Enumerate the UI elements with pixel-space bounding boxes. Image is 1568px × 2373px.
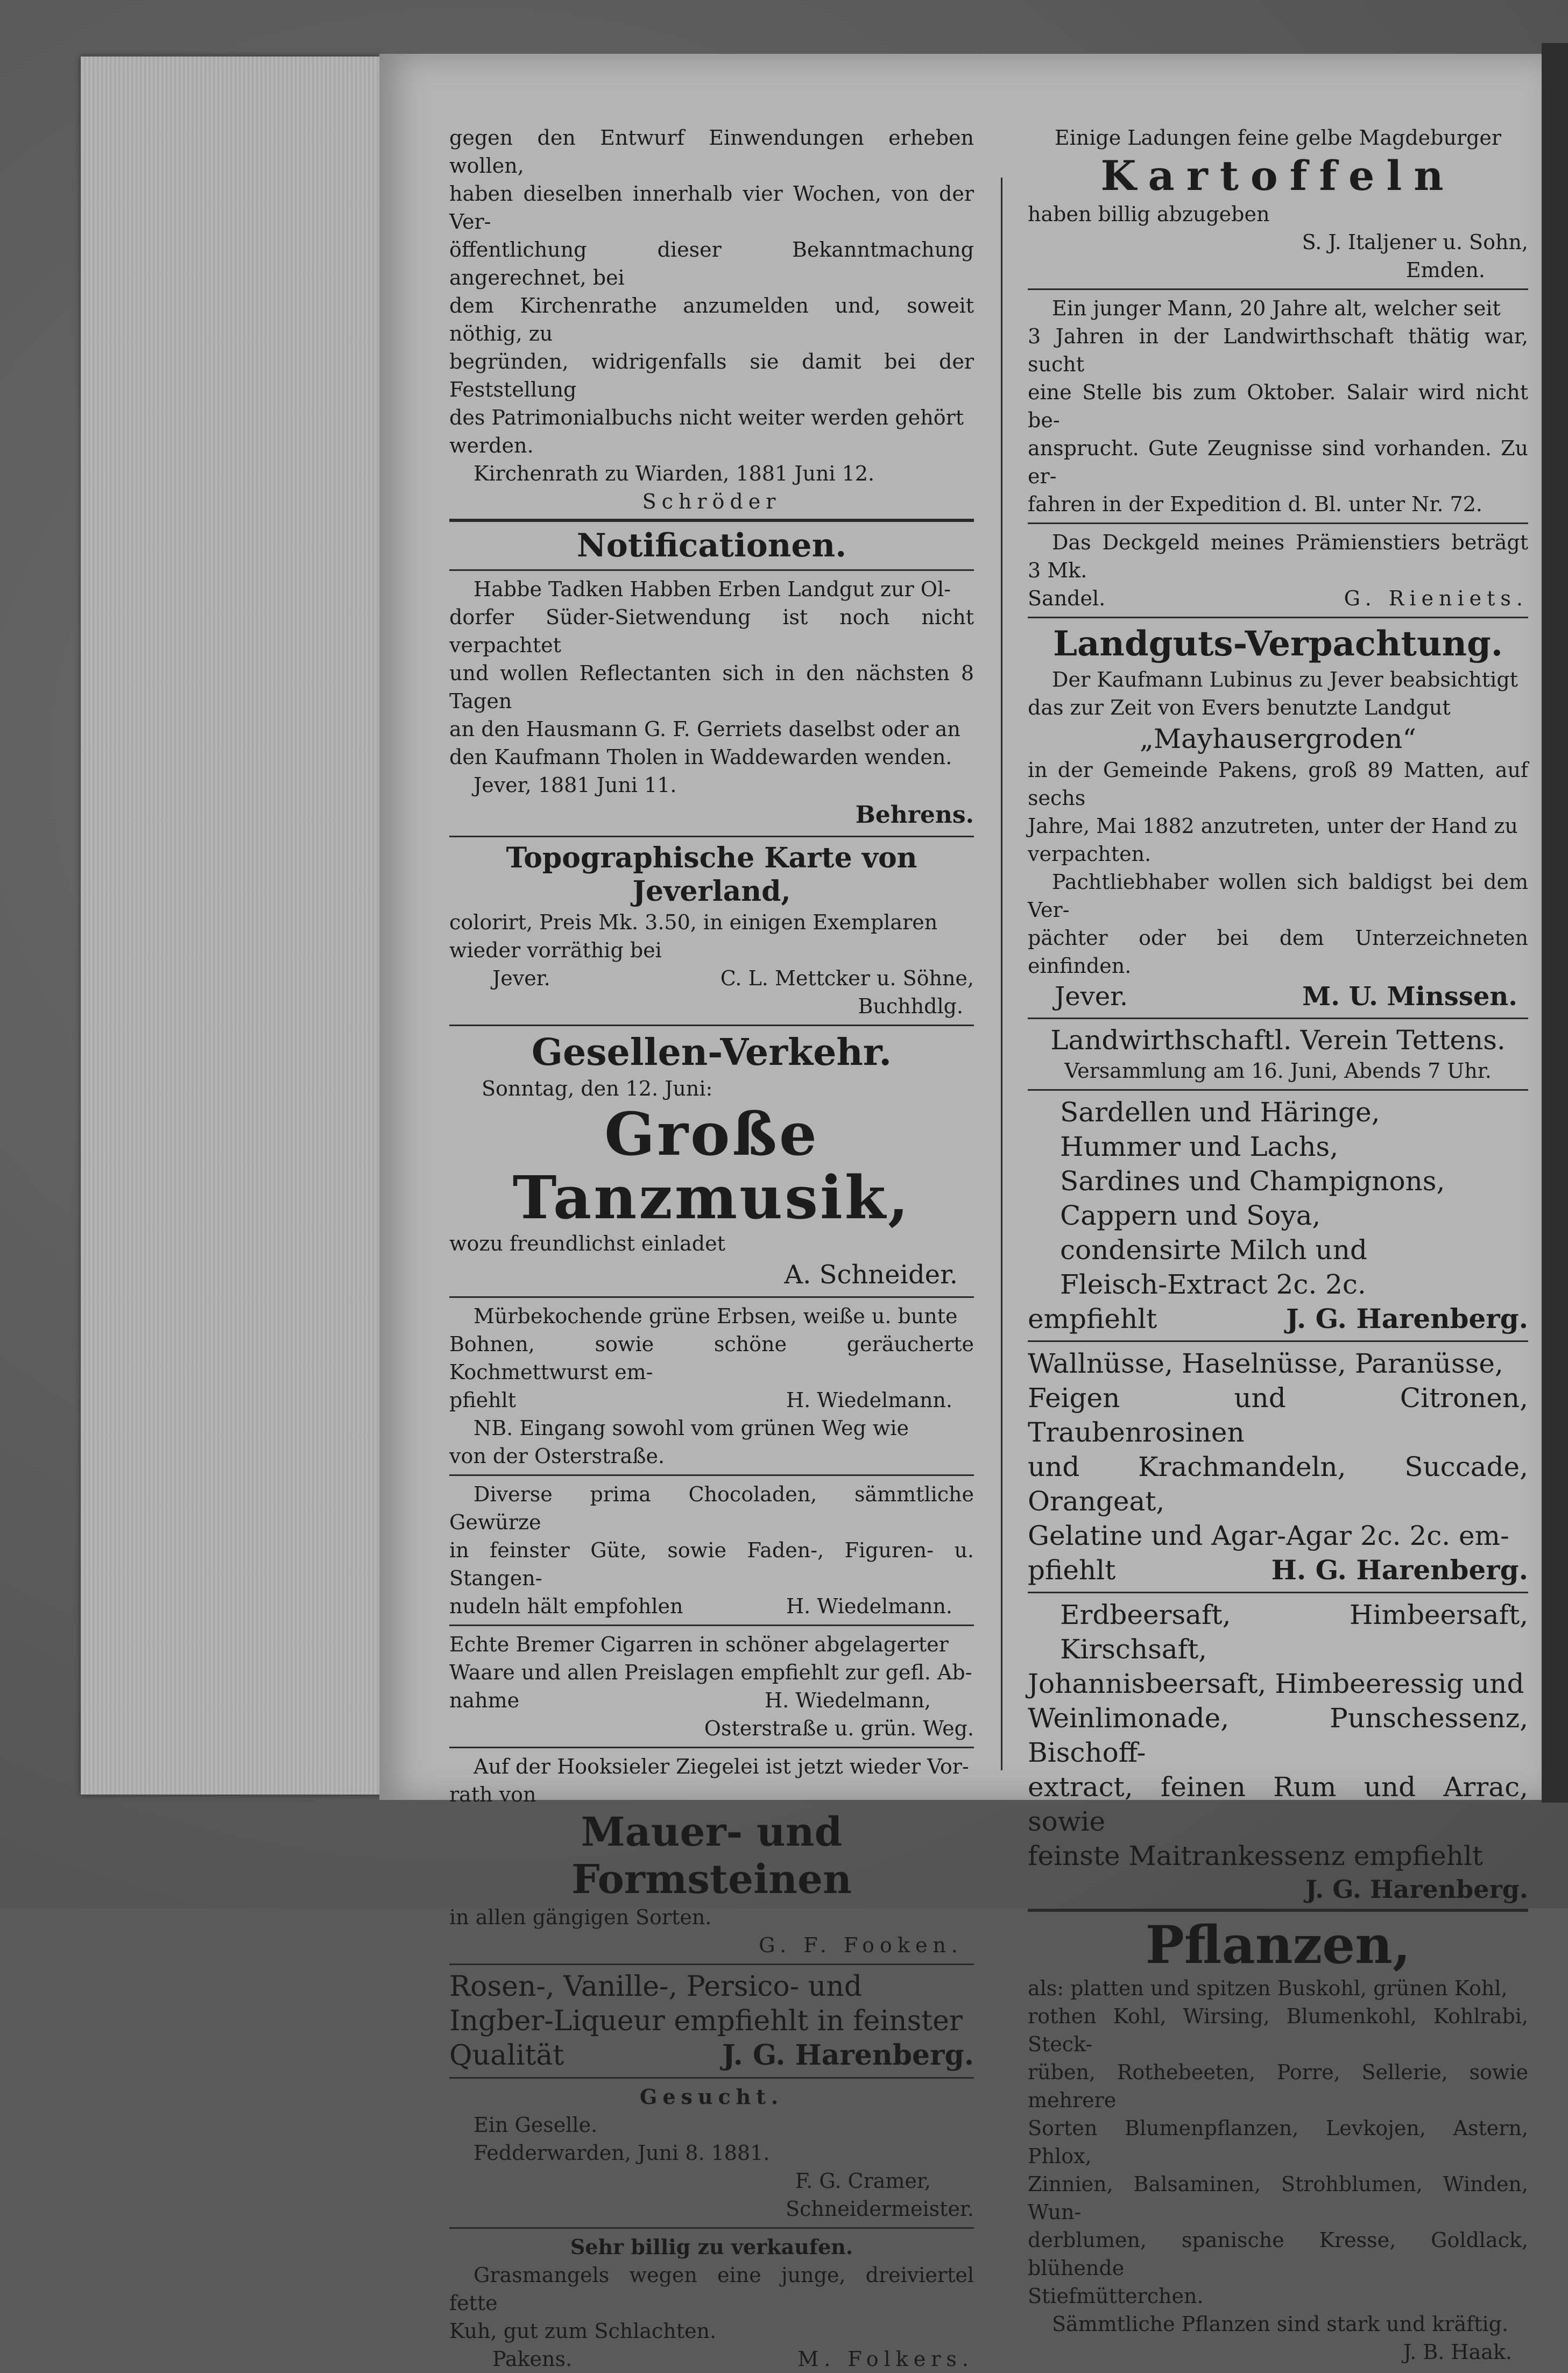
text-line: Echte Bremer Cigarren in schöner abgelagerter [449,1633,949,1656]
product-line: und Krachmandeln, Succade, Orangeat, [1028,1451,1528,1517]
section-rule [449,569,974,571]
notificationen-section [449,526,974,831]
text-line: colorirt, Preis Mk. 3.50, in einigen Exemplaren [449,910,938,934]
stellengesuch-ad [1028,294,1528,518]
notice-signature: Behrens. [855,801,974,829]
deckgeld-ad [1028,528,1528,612]
kirchenrath-notice [449,124,974,515]
product-line: Cappern und Soya, [1060,1200,1321,1231]
text-line: Mürbekochende grüne Erbsen, weiße u. bunte [474,1304,958,1328]
ad-signature-line2: Osterstraße u. grün. Weg. [704,1717,974,1740]
text-line: Stiefmütterchen. [1028,2284,1204,2308]
gesucht-ad [449,2083,974,2223]
section-rule [1028,288,1528,290]
text-line: rüben, Rothebeeten, Porre, Sellerie, sowie mehrere [1028,2060,1528,2112]
ad-signature-line2: Emden. [1405,258,1485,282]
gesellen-verkehr-ad [449,1030,974,1292]
ad-signature: M. Folkers. [797,2347,974,2371]
text-line: eine Stelle bis zum Oktober. Salair wird nicht be- [1028,380,1528,432]
ad-heading: Topographische Karte von Jeverland, [506,842,917,908]
section-rule [449,519,974,522]
ad-signature: H. Wiedelmann. [786,1594,952,1618]
ziegelei-ad [449,1753,974,1959]
ad-signature: C. L. Mettcker u. Söhne, [720,966,974,990]
signature-row [1028,1553,1528,1587]
section-rule [1028,522,1528,524]
text-line: rath von [449,1783,536,1806]
text-line: Bohnen, sowie schöne geräucherte Kochmettwurst em- [449,1332,974,1384]
text-line: wozu freundlichst einladet [449,1232,725,1255]
section-rule [449,1296,974,1298]
text-line: Auf der Hooksieler Ziegelei ist jetzt wieder Vor- [474,1755,969,1778]
cigarren-ad [449,1630,974,1742]
chocoladen-ad [449,1480,974,1620]
text-line: von der Osterstraße. [449,1444,665,1468]
scan-border-strip [1542,43,1568,1803]
ad-headline: Kartoffeln [1100,152,1456,200]
text-line: Kuh, gut zum Schlachten. [449,2319,717,2343]
notice-place-date: Kirchenrath zu Wiarden, 1881 Juni 12. [474,462,875,485]
ad-signature: J. G. Harenberg. [1305,1875,1528,1904]
text-line: in feinster Güte, sowie Faden-, Figuren- u. Stangen- [449,1538,974,1590]
signature-row [449,1386,974,1414]
text-line: Qualität [449,2039,564,2072]
section-heading: Notificationen. [576,527,847,564]
ad-heading: Gesucht. [639,2085,784,2109]
ad-headline: Pflanzen, [1145,1915,1411,1975]
ad-date: Sonntag, den 12. Juni: [482,1077,713,1100]
text-line: in der Gemeinde Pakens, groß 89 Matten, auf sechs [1028,758,1528,810]
verkaufen-ad [449,2233,974,2373]
ad-signature: G. F. Fooken. [759,1933,963,1957]
text-line: Jahre, Mai 1882 anzutreten, unter der Hand zu [1028,814,1518,838]
product-line: Sardellen und Häringe, [1060,1097,1380,1128]
signature-row [449,2345,974,2373]
text-line: wieder vorräthig bei [449,938,662,962]
ad-headline: Mauer- und Formsteinen [571,1809,852,1903]
right-column [1028,124,1528,2366]
section-rule [1028,1592,1528,1593]
product-line: Weinlimonade, Punschessenz, Bischoff- [1028,1703,1528,1768]
text-line: Der Kaufmann Lubinus zu Jever beabsichtigt [1052,668,1518,691]
saft-ad [1028,1598,1528,1905]
text-line: 3 Jahren in der Landwirthschaft thätig war, sucht [1028,324,1528,376]
ad-place: Pakens. [492,2347,573,2371]
column-divider [1001,178,1002,1770]
product-line: Sardines und Champignons, [1060,1166,1445,1197]
verein-ad [1028,1023,1528,1085]
pflanzen-ad [1028,1916,1528,2366]
text-line: Grasmangels wegen eine junge, dreiviertel fette [449,2263,974,2315]
ad-signature: J. G. Harenberg. [722,2039,974,2072]
product-line: extract, feinen Rum und Arrac, sowie [1028,1771,1528,1837]
text-line: als: platten und spitzen Buskohl, grünen Kohl, [1028,1976,1508,2000]
section-rule [1028,1909,1528,1912]
section-rule [1028,1340,1528,1342]
text-line: pächter oder bei dem Unterzeichneten einfinden. [1028,926,1528,978]
nuesse-ad [1028,1346,1528,1587]
text-line: das zur Zeit von Evers benutzte Landgut [1028,696,1451,719]
section-rule [449,836,974,837]
product-line: feinste Maitrankessenz empfiehlt [1028,1840,1483,1871]
sardellen-ad [1028,1095,1528,1336]
text-line: Versammlung am 16. Juni, Abends 7 Uhr. [1064,1059,1492,1083]
text-line: des Patrimonialbuchs nicht weiter werden gehört [449,406,964,429]
text-line: nudeln hält empfohlen [449,1594,683,1618]
signature-row [449,964,974,992]
section-rule [1028,617,1528,618]
signature-row [449,1686,974,1714]
section-rule [449,1025,974,1026]
ad-signature: H. Wiedelmann. [786,1388,952,1412]
text-line: fahren in der Expedition d. Bl. unter Nr. 72. [1028,492,1482,516]
text-line: in allen gängigen Sorten. [449,1905,712,1929]
text-line: pfiehlt [449,1388,517,1412]
ad-signature: S. J. Italjener u. Sohn, [1302,230,1528,254]
product-line: Wallnüsse, Haselnüsse, Paranüsse, [1028,1348,1503,1379]
text-line: dem Kirchenrathe anzumelden und, soweit nöthig, zu [449,294,974,345]
text-line: Sämmtliche Pflanzen sind stark und kräftig. [1052,2312,1509,2336]
landguts-verpachtung-ad [1028,623,1528,1013]
text-line: an den Hausmann G. F. Gerriets daselbst oder an [449,717,960,741]
signature-row [449,1592,974,1620]
text-line: Pachtliebhaber wollen sich baldigst bei dem Ver- [1028,870,1528,922]
ad-signature: H. Wiedelmann, [764,1689,931,1712]
ad-heading: Gesellen-Verkehr. [531,1031,892,1074]
text-line: Ein Geselle. [474,2113,598,2137]
notice-place-date: Jever, 1881 Juni 11. [474,773,677,797]
ad-place: Fedderwarden, Juni 8. 1881. [474,2141,770,2165]
ad-signature: A. Schneider. [784,1260,958,1290]
ad-headline: Landguts-Verpachtung. [1053,624,1503,664]
ad-heading: Landwirthschaftl. Verein Tettens. [1050,1025,1506,1056]
text-line: Zinnien, Balsaminen, Strohblumen, Winden, Wun- [1028,2172,1528,2224]
text-line: NB. Eingang sowohl vom grünen Weg wie [474,1416,909,1440]
text-line: begründen, widrigenfalls sie damit bei der Feststellung [449,350,974,401]
text-line: und wollen Reflectanten sich in den nächsten 8 Tagen [449,661,974,713]
product-line: condensirte Milch und [1060,1234,1367,1266]
signature-row [1028,584,1528,612]
product-line: Erdbeersaft, Himbeersaft, Kirschsaft, [1060,1599,1528,1665]
section-rule [1028,1018,1528,1019]
section-rule [449,2227,974,2229]
product-line: Gelatine und Agar-Agar 2c. 2c. em- [1028,1520,1509,1551]
book-page-edges [81,56,382,1795]
text-line: pfiehlt [1028,1555,1116,1586]
ad-signature: M. U. Minssen. [1302,981,1517,1012]
signature-row [449,2038,974,2073]
text-line: den Kaufmann Tholen in Waddewarden wenden. [449,745,952,769]
product-line: Hummer und Lachs, [1060,1131,1339,1162]
text-line: öffentlichung dieser Bekanntmachung angerechnet, bei [449,238,974,289]
text-line: Rosen-, Vanille-, Persico- und [449,1971,862,2003]
section-rule [449,1964,974,1965]
text-line: haben dieselben innerhalb vier Wochen, von der Ver- [449,182,974,234]
ad-headline: Große Tanzmusik, [512,1099,911,1232]
ad-heading: Sehr billig zu verkaufen. [570,2235,853,2259]
product-line: Feigen und Citronen, Traubenrosinen [1028,1382,1528,1448]
kartoffeln-ad [1028,124,1528,284]
text-line: Waare und allen Preislagen empfiehlt zur gefl. Ab- [449,1661,972,1684]
text-line: verpachten. [1028,842,1152,866]
ad-signature: F. G. Cramer, [795,2169,931,2193]
section-rule [449,1474,974,1476]
karte-ad [449,842,974,1020]
text-line: Einige Ladungen feine gelbe Magdeburger [1054,126,1502,150]
ad-place: Jever. [1055,981,1128,1012]
text-line: ansprucht. Gute Zeugnisse sind vorhanden. Zu er- [1028,436,1528,488]
section-rule [449,2077,974,2079]
text-line: Habbe Tadken Habben Erben Landgut zur Ol- [474,577,951,601]
section-rule [1028,1089,1528,1091]
ad-signature: H. G. Harenberg. [1271,1554,1528,1586]
text-line: gegen den Entwurf Einwendungen erheben wollen, [449,126,974,178]
signature-row [1028,1302,1528,1336]
text-line: Ingber-Liqueur empfiehlt in feinster [449,2005,963,2037]
erbsen-ad [449,1302,974,1470]
estate-name: „Mayhausergroden“ [1140,723,1416,754]
text-line: werden. [449,434,534,457]
text-line: dorfer Süder-Sietwendung ist noch nicht verpachtet [449,605,974,657]
left-column [449,124,974,2373]
ad-signature: J. B. Haak. [1403,2340,1512,2364]
text-line: nahme [449,1689,520,1712]
text-line: Das Deckgeld meines Prämienstiers beträgt 3 Mk. [1028,531,1528,582]
text-line: Ein junger Mann, 20 Jahre alt, welcher seit [1052,296,1501,320]
ad-place: Jever. [492,966,550,990]
text-line: Sorten Blumenpflanzen, Levkojen, Astern, Phlox, [1028,2116,1528,2168]
ad-signature-line2: Schneidermeister. [786,2197,974,2221]
text-line: rothen Kohl, Wirsing, Blumenkohl, Kohlrabi, Steck- [1028,2004,1528,2056]
liqueur-ad [449,1969,974,2073]
ad-signature-line2: Buchhdlg. [858,994,963,1018]
ad-place: Sandel. [1028,587,1106,610]
product-line: Fleisch-Extract 2c. 2c. [1060,1269,1366,1300]
ad-signature: G. Rieniets. [1344,587,1528,610]
section-rule [449,1625,974,1626]
notice-signature: Schröder [642,490,781,513]
product-line: Johannisbeersaft, Himbeeressig und [1028,1668,1524,1699]
text-line: Diverse prima Chocoladen, sämmtliche Gewürze [449,1482,974,1534]
ad-signature: J. G. Harenberg. [1286,1303,1528,1334]
section-rule [449,1747,974,1748]
text-line: haben billig abzugeben [1028,202,1270,226]
signature-row [1028,980,1528,1013]
text-line: empfiehlt [1028,1303,1157,1334]
text-line: derblumen, spanische Kresse, Goldlack, blühende [1028,2228,1528,2280]
